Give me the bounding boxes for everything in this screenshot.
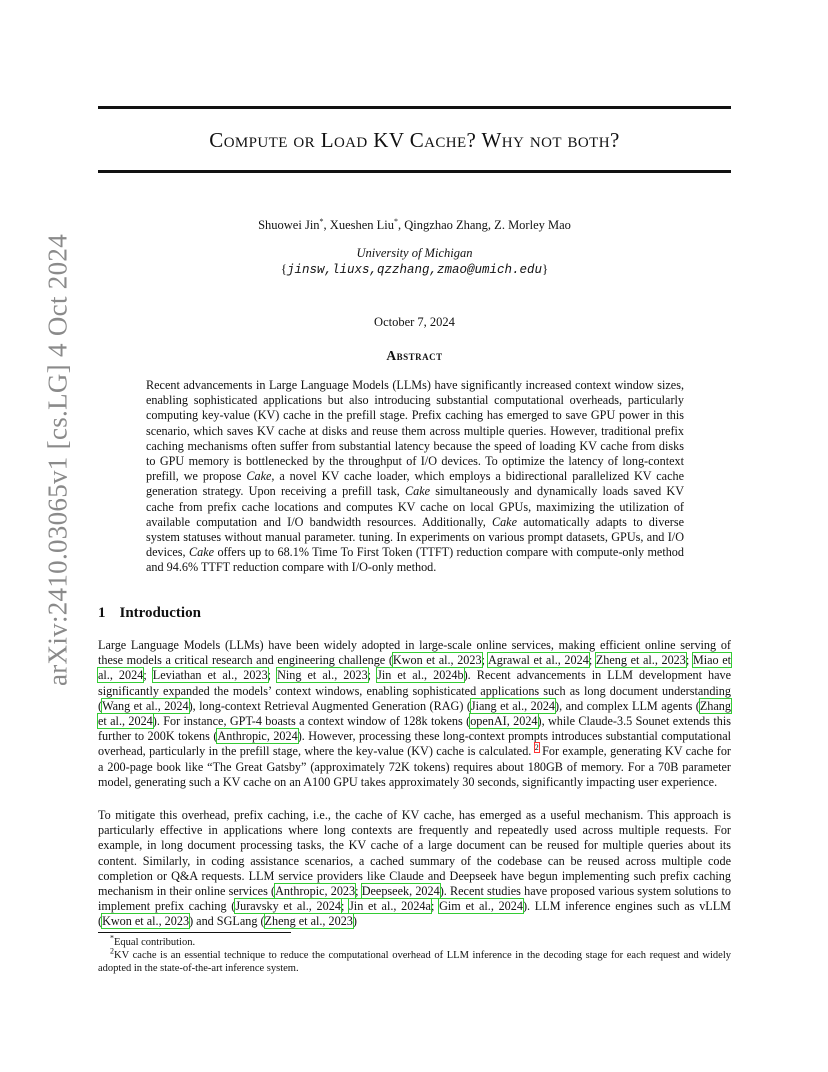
system-name: Cake	[189, 545, 215, 560]
abstract-text	[146, 378, 684, 576]
paragraph-span: ), while Claude-3.5 Sounet extends this further to 200K tokens (	[98, 714, 731, 744]
citation-link[interactable]: Kwon et al., 2023	[392, 653, 482, 668]
email-list: {jinsw,liuxs,qzzhang,zmao@umich.edu}	[280, 261, 549, 277]
abstract-heading: Abstract	[386, 348, 443, 363]
separator: ;	[367, 668, 378, 683]
abstract-span: , a novel KV cache loader, which employs a bidirectional parallelized KV cache generation strategy. Upon receiving a prefill task,	[146, 469, 684, 499]
separator: ;	[143, 668, 153, 683]
paragraph-span: ), and complex LLM agents (	[555, 698, 700, 713]
system-name: Cake	[246, 469, 272, 484]
paragraph-span: ). LLM inference engines such as vLLM (	[98, 899, 732, 929]
citation-link[interactable]: Gim et al., 2024	[439, 899, 523, 914]
abstract-span: simultaneously and dynamically loads saved KV cache from prefix cache locations and computes KV cache on local GPUs, maximizing the utilization of available computation and I/O bandwidth resources. Additionally,	[146, 484, 684, 529]
footnote-text: Equal contribution.	[114, 937, 196, 948]
paragraph-span: For example, generating KV cache for a 200-page book like “The Great Gatsby” (approximately 72K tokens) requires about 180GB of memory. For a 70B parameter model, generating such a KV cache on an A100 GPU takes approximately 30 seconds, significantly impacting user experience.	[98, 744, 731, 789]
author-name: Xueshen Liu	[329, 218, 395, 232]
citation-link[interactable]: Anthropic, 2023	[275, 884, 356, 899]
author-list: Shuowei Jin*, Xueshen Liu*, Qingzhao Zhang, Z. Morley Mao	[258, 216, 571, 232]
citation-link[interactable]: Agrawal et al., 2024	[487, 653, 589, 668]
separator: ;	[430, 899, 440, 914]
paragraph-span: ) and SGLang (	[189, 914, 265, 929]
equal-contribution-mark: *	[319, 216, 324, 226]
footnote-mark: 2	[110, 946, 114, 956]
equal-contribution-mark: *	[394, 216, 399, 226]
separator: ;	[588, 653, 596, 668]
citation-link[interactable]: Miao et al., 2024	[98, 653, 732, 683]
citation-link[interactable]: Zhang et al., 2024	[98, 698, 731, 729]
intro-paragraph-1	[98, 638, 731, 790]
citation-link[interactable]: openAI, 2024	[470, 714, 538, 729]
paragraph-span: ). However, processing these long-context prompts introduces substantial computational overhead, particularly in the prefill stage, where the key-value (KV) cache is calculated.	[98, 729, 731, 759]
citation-link[interactable]: Kwon et al., 2023	[102, 914, 190, 929]
paragraph-span: Large Language Models (LLMs) have been widely adopted in large-scale online services, making efficient online serving of these models a critical research and engineering challenge (	[98, 638, 731, 668]
footnote-text: KV cache is an essential technique to reduce the computational overhead of LLM inference in the decoding stage for each request and widely adopted in the state-of-the-art inference system.	[98, 950, 731, 975]
citation-link[interactable]: Zheng et al., 2023	[595, 653, 686, 668]
paragraph-span: ). Recent studies have proposed various system solutions to implement prefix caching (	[98, 884, 732, 914]
intro-paragraph-2	[98, 808, 731, 930]
email-addresses: jinsw,liuxs,qzzhang,zmao@umich.edu	[286, 263, 543, 277]
citation-link[interactable]: Jin et al., 2024a	[349, 899, 431, 914]
section-heading-introduction	[98, 605, 201, 622]
section-number: 1	[98, 605, 106, 621]
paper-date: October 7, 2024	[374, 315, 455, 329]
paragraph-span: ). For instance, GPT-4 boasts a context window of 128k tokens (	[152, 714, 471, 729]
paper-title: Compute or Load KV Cache? Why not both?	[209, 128, 620, 152]
system-name: Cake	[405, 484, 431, 499]
citation-link[interactable]: Jin et al., 2024b	[377, 668, 464, 683]
footnote-2	[98, 946, 731, 975]
footnotes	[98, 933, 731, 976]
separator: ;	[685, 653, 693, 668]
citation-link[interactable]: Juravsky et al., 2024	[235, 899, 341, 914]
separator: ;	[481, 653, 488, 668]
paragraph-span: ). Recent advancements in LLM development have significantly expanded the models’ context windows, enabling sophisticated applications such as long document understanding (	[98, 668, 732, 713]
system-name: Cake	[491, 514, 517, 529]
separator: ;	[340, 899, 350, 914]
abstract-span: automatically adapts to diverse system statuses without manual parameter. tuning. In experiments on various prompt datasets, GPUs, and I/O devices,	[146, 514, 684, 560]
citation-link[interactable]: Anthropic, 2024	[217, 729, 298, 744]
footnote-divider	[98, 932, 291, 933]
separator: ;	[267, 668, 278, 683]
paragraph-span: ), long-context Retrieval Augmented Generation (RAG) (	[188, 698, 471, 713]
affiliation: University of Michigan	[356, 246, 473, 260]
footnote-mark: *	[110, 933, 114, 943]
paragraph-span: )	[352, 914, 357, 929]
author-name: Shuowei Jin	[258, 218, 320, 232]
title-rule-top	[98, 106, 731, 109]
section-title: Introduction	[119, 605, 201, 621]
footnote-1	[98, 933, 731, 949]
arxiv-identifier: arXiv:2410.03065v1 [cs.LG] 4 Oct 2024	[42, 233, 73, 687]
abstract-span: offers up to 68.1% Time To First Token (TTFT) reduction compare with compute-only method and 94.6% TTFT reduction compare with I/O-only method.	[146, 545, 684, 575]
citation-link[interactable]: Deepseek, 2024	[361, 884, 440, 899]
abstract-span: Recent advancements in Large Language Models (LLMs) have significantly increased context window sizes, enabling sophisticated applications but also introducing substantial computational overheads, particularly computing key-value (KV) cache in the prefill stage. Prefix caching has emerged to save GPU power in this scenario, which saves KV cache at disks and reuse them across multiple queries. However, traditional prefix caching mechanisms often suffer from substantial latency because the speed of loading KV cache from disks to GPU memory is bottlenecked by the throughput of I/O devices. To optimize the latency of long-context prefill, we propose	[146, 378, 684, 484]
title-rule-bottom	[98, 170, 731, 173]
author-names: Qingzhao Zhang, Z. Morley Mao	[404, 218, 571, 232]
citation-link[interactable]: Zheng et al., 2023	[264, 914, 353, 929]
citation-link[interactable]: Wang et al., 2024	[102, 698, 189, 713]
citation-link[interactable]: Leviathan et al., 2023	[152, 668, 268, 683]
footnote-link[interactable]: 2	[534, 743, 539, 753]
separator: ;	[355, 884, 362, 899]
citation-link[interactable]: Ning et al., 2023	[277, 668, 368, 683]
citation-link[interactable]: Jiang et al., 2024	[470, 698, 556, 713]
paragraph-span: To mitigate this overhead, prefix caching, i.e., the cache of KV cache, has emerged as a useful mechanism. This approach is particularly effective in applications where long contexts are frequently and repeatedly used across multiple requests. For example, in long document processing tasks, the KV cache of a large document can be reused for multiple queries about its content. Similarly, in coding assistance scenarios, a cached summary of the codebase can be reused across multiple code completion or Q&A requests. LLM service providers like Claude and Deepseek have begun implementing such prefix caching mechanism in their online services (	[98, 808, 731, 899]
